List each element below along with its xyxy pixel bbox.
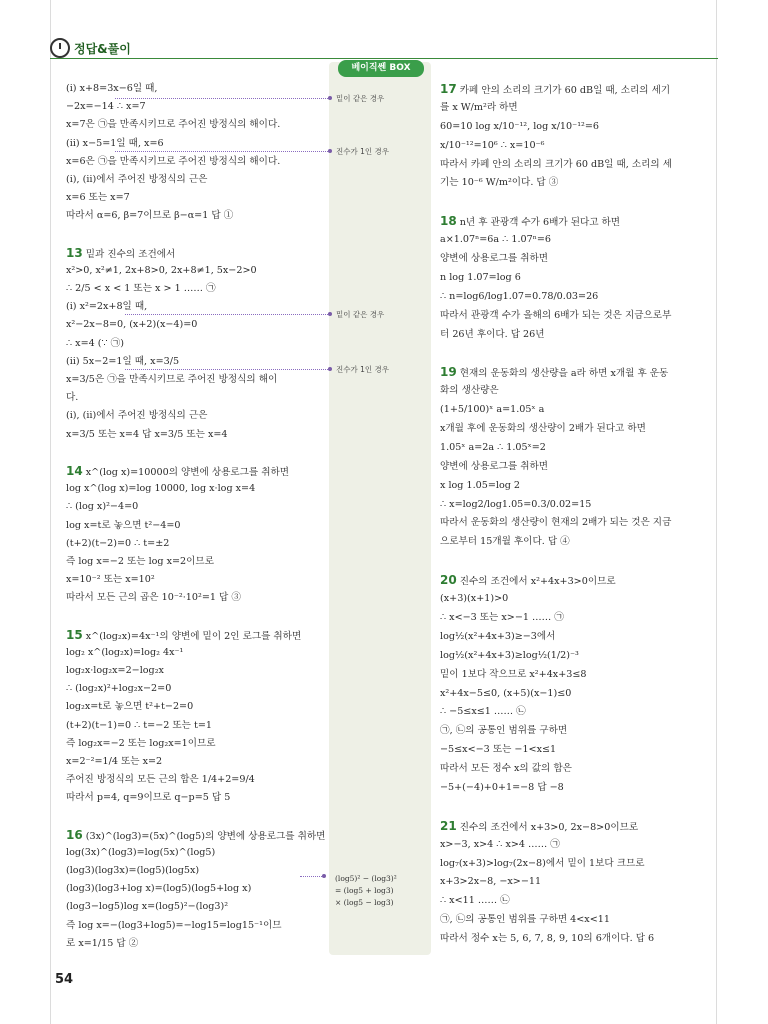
text-line: ㉠, ㉡의 공통인 범위를 구하면 4<x<11 xyxy=(440,914,610,926)
margin-note-same-base-1: 밑이 같은 경우 xyxy=(336,94,385,103)
leader-dot xyxy=(328,312,332,316)
problem-number: 19 xyxy=(440,365,457,380)
text-line: ∴ x=log2/log1.05=0.3/0.02=15 xyxy=(440,498,592,510)
text-line: −5≤x<−3 또는 −1<x≤1 xyxy=(440,744,557,756)
text-line: 양변에 상용로그를 취하면 xyxy=(440,253,549,265)
header-rule xyxy=(50,58,718,59)
text-line: (t+2)(t−1)=0 ∴ t=−2 또는 t=1 xyxy=(66,719,212,731)
text-line: x=6 또는 x=7 xyxy=(66,192,130,204)
text-line: 터 26년 후이다. 답 26년 xyxy=(440,328,545,340)
identity-note xyxy=(335,873,425,909)
text-line: −2x=−14 ∴ x=7 xyxy=(66,101,146,113)
text-line: 화의 생산량은 xyxy=(440,385,499,397)
left-column xyxy=(66,80,326,953)
text-line: 따라서 p=4, q=9이므로 q−p=5 답 5 xyxy=(66,792,231,804)
box-title: 베이직쎈 BOX xyxy=(338,60,424,77)
text-line: x²+4x−5≤0, (x+5)(x−1)≤0 xyxy=(440,687,572,699)
text-line: ∴ (log₂x)²+log₂x−2=0 xyxy=(66,683,172,695)
text-line: ∴ 2/5 < x < 1 또는 x > 1 …… ㉠ xyxy=(66,283,216,295)
text-line xyxy=(66,444,326,462)
text-line xyxy=(66,607,326,625)
text-line: 15 x^(log₂x)=4x⁻¹의 양변에 밑이 2인 로그를 취하면 xyxy=(66,627,302,642)
text-line: 밑이 1보다 작으므로 x²+4x+3≤8 xyxy=(440,668,587,680)
right-margin-line xyxy=(716,0,717,1024)
text-line: log₂x=t로 놓으면 t²+t−2=0 xyxy=(66,701,194,713)
leader-dot xyxy=(328,96,332,100)
text-line: x²−2x−8=0, (x+2)(x−4)=0 xyxy=(66,319,198,331)
text-line: x=3/5 또는 x=4 답 x=3/5 또는 x=4 xyxy=(66,428,228,440)
problem-number: 20 xyxy=(440,573,457,588)
text-line: x log 1.05=log 2 xyxy=(440,479,521,491)
text-line: ∴ (log x)²−4=0 xyxy=(66,501,139,513)
basic-box-sidebar xyxy=(329,62,431,955)
text-line: log₂x·log₂x=2−log₂x xyxy=(66,665,164,676)
text-line: log x=t로 놓으면 t²−4=0 xyxy=(66,519,181,531)
problem-number: 13 xyxy=(66,245,83,260)
text-line xyxy=(440,344,712,363)
text-line: 17 카페 안의 소리의 크기가 60 dB일 때, 소리의 세기 xyxy=(440,82,671,96)
text-line: 따라서 관광객 수가 올해의 6배가 되는 것은 지금으로부 xyxy=(440,309,672,321)
margin-note-same-base-2: 밑이 같은 경우 xyxy=(336,310,385,319)
text-line xyxy=(66,226,326,244)
left-margin-line xyxy=(50,0,51,1024)
text-line: ∴ x<11 …… ㉡ xyxy=(440,895,510,907)
text-line: 21 진수의 조건에서 x+3>0, 2x−8>0이므로 xyxy=(440,818,639,833)
text-line: 따라서 α=6, β=7이므로 β−α=1 답 ① xyxy=(66,210,234,222)
text-line: (ⅱ) x−5=1일 때, x=6 xyxy=(66,137,164,149)
text-line: (ⅰ) x²=2x+8일 때, xyxy=(66,301,148,313)
text-line: −5+(−4)+0+1=−8 답 −8 xyxy=(440,781,564,793)
text-line: (log3)(log3x)=(log5)(log5x) xyxy=(66,865,200,877)
text-line: 즉 log x=−(log3+log5)=−log15=log15⁻¹이므 xyxy=(66,919,282,931)
text-line: (ⅰ), (ⅱ)에서 주어진 방정식의 근은 xyxy=(66,410,208,422)
text-line xyxy=(440,798,712,817)
text-line: x개월 후에 운동화의 생산량이 2배가 된다고 하면 xyxy=(440,423,646,435)
text-line: (ⅱ) 5x−2=1일 때, x=3/5 xyxy=(66,355,180,367)
identity-line: × (log5 − log3) xyxy=(335,898,394,907)
text-line: ∴ x=4 (∵ ㉠) xyxy=(66,337,124,349)
text-line: 16 (3x)^(log3)=(5x)^(log5)의 양변에 상용로그를 취하면 xyxy=(66,827,326,842)
header-title: 정답&풀이 xyxy=(74,41,131,56)
page-number: 54 xyxy=(55,972,74,987)
text-line: 19 현재의 운동화의 생산량을 a라 하면 x개월 후 운동 xyxy=(440,365,669,380)
text-line: ∴ −5≤x≤1 …… ㉡ xyxy=(440,706,526,718)
text-line: log½(x²+4x+3)≥−3에서 xyxy=(440,630,556,642)
text-line: x=3/5은 ㉠을 만족시키므로 주어진 방정식의 해이 xyxy=(66,374,278,385)
text-line: log½(x²+4x+3)≥log½(1/2)⁻³ xyxy=(440,649,579,661)
text-line: x=6은 ㉠을 만족시키므로 주어진 방정식의 해이다. xyxy=(66,155,281,167)
text-line: 즉 log₂x=−2 또는 log₂x=1이므로 xyxy=(66,737,216,749)
text-line: x>−3, x>4 ∴ x>4 …… ㉠ xyxy=(440,838,560,850)
text-line: x/10⁻¹²=10⁶ ∴ x=10⁻⁶ xyxy=(440,139,545,151)
text-line: n log 1.07=log 6 xyxy=(440,271,521,283)
text-line: log₇(x+3)>log₇(2x−8)에서 밑이 1보다 크므로 xyxy=(440,857,645,869)
text-line: x²>0, x²≠1, 2x+8>0, 2x+8≠1, 5x−2>0 xyxy=(66,264,257,276)
text-line: ㉠, ㉡의 공통인 범위를 구하면 xyxy=(440,725,568,737)
margin-note-antilog-one-2: 진수가 1인 경우 xyxy=(336,365,390,374)
text-line: x=7은 ㉠을 만족시키므로 주어진 방정식의 해이다. xyxy=(66,119,281,131)
text-line: (t+2)(t−2)=0 ∴ t=±2 xyxy=(66,537,170,549)
problem-number: 17 xyxy=(440,82,457,96)
problem-number: 18 xyxy=(440,214,457,229)
text-line: 양변에 상용로그를 취하면 xyxy=(440,460,549,472)
text-line xyxy=(440,193,712,212)
text-line: a×1.07ⁿ=6a ∴ 1.07ⁿ=6 xyxy=(440,234,551,246)
text-line: 따라서 운동화의 생산량이 현재의 2배가 되는 것은 지금 xyxy=(440,517,672,529)
text-line: (1+5/100)ˣ a=1.05ˣ a xyxy=(440,404,545,416)
problem-number: 15 xyxy=(66,627,83,642)
problem-number: 16 xyxy=(66,827,83,842)
text-line: 따라서 정수 x는 5, 6, 7, 8, 9, 10의 6개이다. 답 6 xyxy=(440,933,655,945)
text-line: 따라서 모든 근의 곱은 10⁻²·10²=1 답 ③ xyxy=(66,592,241,604)
identity-line: (log5)² − (log3)² xyxy=(335,874,397,883)
page-header xyxy=(50,38,131,58)
text-line: log(3x)^(log3)=log(5x)^(log5) xyxy=(66,846,216,858)
text-line: log x^(log x)=log 10000, log x·log x=4 xyxy=(66,483,256,495)
text-line: (ⅰ) x+8=3x−6일 때, xyxy=(66,83,158,94)
text-line: x=10⁻² 또는 x=10² xyxy=(66,574,155,586)
text-line: x+3>2x−8, −x>−11 xyxy=(440,876,542,888)
text-line: 으로부터 15개월 후이다. 답 ④ xyxy=(440,536,570,548)
problem-number: 14 xyxy=(66,463,83,478)
text-line xyxy=(66,808,326,826)
text-line: 14 x^(log x)=10000의 양변에 상용로그를 취하면 xyxy=(66,463,290,478)
text-line: (log3)(log3+log x)=(log5)(log5+log x) xyxy=(66,883,252,895)
leader-dot xyxy=(328,367,332,371)
text-line: ∴ x<−3 또는 x>−1 …… ㉠ xyxy=(440,611,564,623)
text-line: 주어진 방정식의 모든 근의 합은 1/4+2=9/4 xyxy=(66,774,255,786)
text-line: 다. xyxy=(66,392,79,404)
text-line: ∴ n=log6/log1.07=0.78/0.03=26 xyxy=(440,290,599,302)
text-line: (log3−log5)log x=(log5)²−(log3)² xyxy=(66,901,229,913)
text-line: (x+3)(x+1)>0 xyxy=(440,593,509,605)
clock-icon xyxy=(50,38,70,58)
text-line: (ⅰ), (ⅱ)에서 주어진 방정식의 근은 xyxy=(66,173,208,185)
leader-dot xyxy=(328,149,332,153)
text-line: 1.05ˣ a=2a ∴ 1.05ˣ=2 xyxy=(440,441,546,453)
text-line: 를 x W/m²라 하면 xyxy=(440,101,518,113)
text-line: 20 진수의 조건에서 x²+4x+3>0이므로 xyxy=(440,573,616,588)
text-line xyxy=(440,552,712,571)
text-line: 18 n년 후 관광객 수가 6배가 된다고 하면 xyxy=(440,214,621,229)
text-line: 60=10 log x/10⁻¹², log x/10⁻¹²=6 xyxy=(440,120,600,132)
margin-note-antilog-one-1: 진수가 1인 경우 xyxy=(336,147,390,156)
text-line: 따라서 모든 정수 x의 값의 합은 xyxy=(440,763,572,775)
right-column xyxy=(440,80,712,949)
identity-line: = (log5 + log3) xyxy=(335,886,394,895)
text-line: 따라서 카페 안의 소리의 크기가 60 dB일 때, 소리의 세 xyxy=(440,158,672,170)
text-line: 기는 10⁻⁶ W/m²이다. 답 ③ xyxy=(440,177,559,189)
problem-number: 21 xyxy=(440,818,457,833)
text-line: x=2⁻²=1/4 또는 x=2 xyxy=(66,755,163,767)
text-line: 로 x=1/15 답 ② xyxy=(66,937,139,949)
text-line: 즉 log x=−2 또는 log x=2이므로 xyxy=(66,555,214,567)
text-line: log₂ x^(log₂x)=log₂ 4x⁻¹ xyxy=(66,646,184,658)
text-line: 13 밑과 진수의 조건에서 xyxy=(66,245,176,260)
